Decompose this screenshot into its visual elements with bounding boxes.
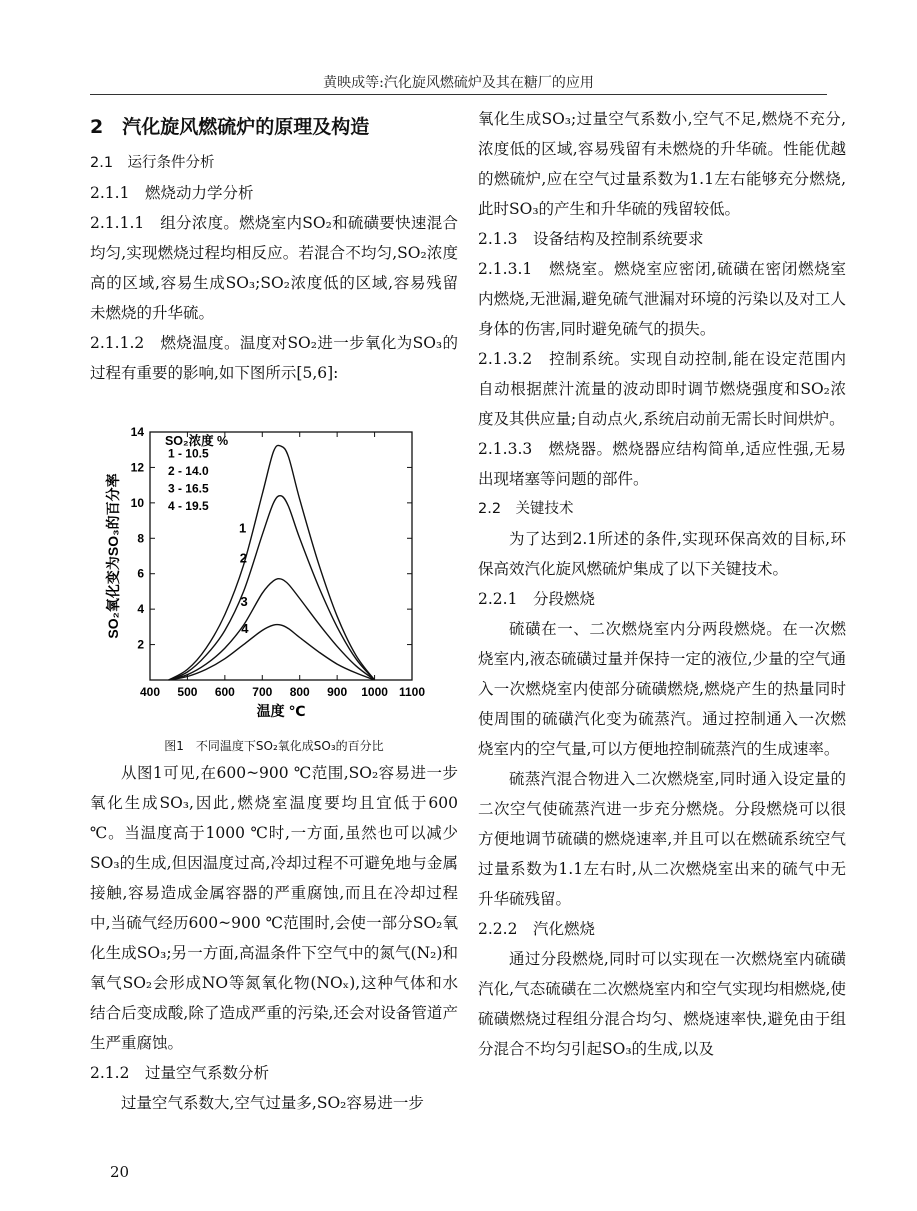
heading-2-1-3: 2.1.3 设备结构及控制系统要求 — [478, 230, 704, 248]
y-tick-label: 2 — [137, 637, 144, 652]
para-2-2-1-a: 硫磺在一、二次燃烧室内分两段燃烧。在一次燃烧室内,液态硫磺过量并保持一定的液位,少量的空气通入一次燃烧室内使部分硫磺燃烧,燃烧产生的热量同时使周围的硫磺汽化变为硫蒸汽。通过控制通入一次燃烧室内的空气量,可以方便地控制硫蒸汽的生成速率。 — [478, 620, 846, 758]
heading-2-1: 2.1 运行条件分析 — [90, 155, 215, 171]
para-after-figure: 从图1可见,在600~900 ℃范围,SO₂容易进一步氧化生成SO₃,因此,燃烧室温度要均且宜低于600 ℃。当温度高于1000 ℃时,一方面,虽然也可以减少SO₃的生成,但因温度过高,冷却过程不可避免地与金属接触,容易造成金属容器的严重腐蚀,而且在冷却过程中,当硫气经历600~900 ℃范围时,会使一部分SO₂氧化生成SO₃;另一方面,高温条件下空气中的氮气(N₂)和氧气SO₂会形成NO等氮氧化物(NOₓ),这种气体和水结合后变成酸,除了造成严重的污染,还会对设备管道产生严重腐蚀。 — [90, 764, 458, 1052]
legend-entry: 1 - 10.5 — [167, 446, 209, 461]
para-2-1-1-2: 2.1.1.2 燃烧温度。温度对SO₂进一步氧化为SO₃的过程有重要的影响,如下图所示[5,6]: — [90, 334, 458, 382]
heading-2-2-1: 2.2.1 分段燃烧 — [478, 590, 595, 608]
y-tick-label: 4 — [137, 602, 144, 617]
y-axis-label: SO₂氧化变为SO₃的百分率 — [105, 473, 121, 639]
curve-label-4: 4 — [241, 621, 249, 637]
para-2-2: 为了达到2.1所述的条件,实现环保高效的目标,环保高效汽化旋风燃硫炉集成了以下关键技术。 — [478, 530, 846, 578]
running-header: 黄映成等:汽化旋风燃硫炉及其在糖厂的应用 — [323, 75, 594, 91]
x-tick-label: 700 — [252, 685, 273, 699]
curve-label-2: 2 — [239, 550, 248, 566]
figure-caption: 图1 不同温度下SO₂氧化成SO₃的百分比 — [164, 739, 384, 753]
para-2-2-2: 通过分段燃烧,同时可以实现在一次燃烧室内硫磺汽化,气态硫磺在二次燃烧室内和空气实现均相燃烧,使硫磺燃烧过程组分混合均匀、燃烧速率快,避免由于组分混合不均匀引起SO₃的生成,以及 — [478, 950, 846, 1058]
series-line-3 — [169, 579, 375, 680]
so2-oxidation-chart — [90, 408, 458, 730]
x-tick-label: 400 — [139, 685, 161, 699]
para-2-1-1-1: 2.1.1.1 组分浓度。燃烧室内SO₂和硫磺要快速混合均匀,实现燃烧过程均相反应。若混合不均匀,SO₂浓度高的区域,容易生成SO₃;SO₂浓度低的区域,容易残留未燃烧的升华硫。 — [90, 214, 458, 322]
x-tick-label: 900 — [327, 685, 348, 699]
legend-entry: 3 - 16.5 — [167, 481, 209, 496]
para-2-1-3-3: 2.1.3.3 燃烧器。燃烧器应结构简单,适应性强,无易出现堵塞等问题的部件。 — [478, 440, 846, 488]
legend-entry: 2 - 14.0 — [167, 463, 209, 478]
heading-2-2-2: 2.2.2 汽化燃烧 — [478, 920, 595, 938]
y-tick-label: 10 — [130, 495, 144, 510]
heading-2-1-2: 2.1.2 过量空气系数分析 — [90, 1064, 269, 1082]
legend-title: SO₂浓度 % — [164, 433, 229, 448]
para-2-1-2: 过量空气系数大,空气过量多,SO₂容易进一步 — [121, 1094, 424, 1112]
para-2-2-1-b: 硫蒸汽混合物进入二次燃烧室,同时通入设定量的二次空气使硫蒸汽进一步充分燃烧。分段燃烧可以很方便地调节硫磺的燃烧速率,并且可以在燃硫系统空气过量系数为1.1左右时,从二次燃烧室出来的硫气中无升华硫残留。 — [478, 770, 846, 908]
left-column — [90, 104, 458, 1118]
legend-entry: 4 - 19.5 — [167, 498, 209, 513]
y-tick-label: 12 — [130, 460, 144, 475]
x-tick-label: 600 — [214, 685, 235, 699]
para-2-1-3-1: 2.1.3.1 燃烧室。燃烧室应密闭,硫磺在密闭燃烧室内燃烧,无泄漏,避免硫气泄漏对环境的污染以及对工人身体的伤害,同时避免硫气的损失。 — [478, 260, 846, 338]
x-tick-label: 1100 — [398, 685, 426, 699]
y-tick-label: 8 — [137, 531, 144, 546]
x-tick-label: 1000 — [361, 685, 388, 699]
right-column — [478, 104, 846, 1064]
page-number: 20 — [110, 1163, 130, 1181]
y-tick-label: 14 — [130, 425, 144, 439]
header-rule — [90, 94, 827, 95]
heading-2-2: 2.2 关键技术 — [478, 501, 574, 517]
figure-1 — [90, 408, 458, 758]
section-title: 2 汽化旋风燃硫炉的原理及构造 — [90, 116, 370, 138]
x-axis-label: 温度 ℃ — [256, 703, 306, 719]
x-tick-label: 800 — [289, 685, 310, 699]
x-tick-label: 500 — [177, 685, 198, 699]
y-tick-label: 6 — [137, 566, 144, 581]
heading-2-1-1: 2.1.1 燃烧动力学分析 — [90, 184, 254, 202]
para-2-1-3-2: 2.1.3.2 控制系统。实现自动控制,能在设定范围内自动根据蔗汁流量的波动即时调节燃烧强度和SO₂浓度及其供应量;自动点火,系统启动前无需长时间烘炉。 — [478, 350, 846, 428]
curve-label-3: 3 — [240, 593, 248, 609]
curve-label-1: 1 — [239, 520, 247, 536]
series-line-2 — [169, 496, 375, 680]
para-right-continued: 氧化生成SO₃;过量空气系数小,空气不足,燃烧不充分,浓度低的区域,容易残留有未燃烧的升华硫。性能优越的燃硫炉,应在空气过量系数为1.1左右能够充分燃烧,此时SO₃的产生和升华硫的残留较低。 — [478, 110, 846, 218]
